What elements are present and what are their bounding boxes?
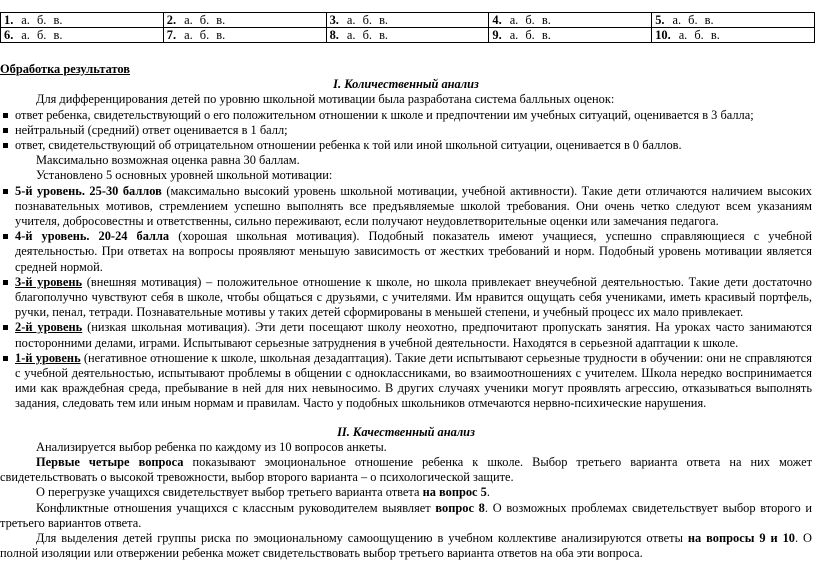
answer-cell: 6. а. б. в. — [1, 28, 164, 43]
list-item: ответ ребенка, свидетельствующий о его положительном отношении к школе и предпочтении им учебных ситуаций, оценивается в 3 балла; — [0, 108, 812, 123]
list-item — [0, 320, 812, 350]
level-description: (внешняя мотивация) – положительное отношение к школе, но школа привлекает внеучебной деятельностью. Такие дети достаточно благополучно чувствуют себя в школе, чтобы общаться с друзьями, с учителями. Им нравится ощущать себя учениками, иметь красивый портфель, ручки, пенал, тетради. Познавательные мотивы у таких детей сформированы в меньшей степени, и учебный процесс их мало привлекает. — [15, 274, 812, 320]
answer-cell: 10. а. б. в. — [652, 28, 815, 43]
answer-cell: 4. а. б. в. — [489, 13, 652, 28]
scoring-list — [0, 108, 812, 154]
table-row — [1, 13, 815, 28]
level-description: (хорошая школьная мотивация). Подобный показатель имеют учащиеся, успешно справляющиеся с учебной деятельностью. При ответах на вопросы проявляют меньшую зависимость от жестких требований и норм. Подобный уровень мотивации является средней нормой. — [15, 229, 812, 274]
level-description: (негативное отношение к школе, школьная дезадаптация). Такие дети испытывают серьезные трудности в обучении: они не справляются с учебной деятельностью, испытывают проблемы в общении с одноклассниками, во взаимоотношениях с учителем. Школа нередко воспринимается ими как враждебная среда, пребывание в ней для них невыносимо. В других случаях ученики могут проявлять агрессию, отказываться выполнять задания, следовать тем или иным нормам и правилам. Часто у подобных школьников отмечаются нервно-психические нарушения. — [15, 350, 812, 411]
level-title: 3-й уровень — [15, 274, 83, 289]
answer-cell: 7. а. б. в. — [163, 28, 326, 43]
level-title: 5-й уровень. 25-30 баллов — [15, 183, 162, 198]
list-item: ответ, свидетельствующий об отрицательном отношении ребенка к той или иной школьной ситуации, оценивается в 0 баллов. — [0, 138, 812, 153]
answer-cell: 5. а. б. в. — [652, 13, 815, 28]
scoring-intro: Для дифференцирования детей по уровню школьной мотивации была разработана система балльных оценок: — [36, 92, 615, 107]
answer-table — [0, 12, 815, 43]
list-item — [0, 275, 812, 321]
section-title-qualitative: II. Качественный анализ — [337, 424, 475, 439]
list-item — [0, 351, 812, 412]
table-row — [1, 28, 815, 43]
answer-cell: 9. а. б. в. — [489, 28, 652, 43]
question-5-paragraph: О перегрузке учащихся свидетельствует выбор третьего варианта ответа на вопрос 5. — [36, 485, 490, 500]
level-title: 2-й уровень — [15, 320, 83, 335]
document-body — [0, 62, 812, 562]
first-questions-paragraph: Первые четыре вопроса показывают эмоциональное отношение ребенка к школе. Выбор третьего варианта ответа на них может свидетельствовать о высокой тревожности, выбор второго варианта – о психологической защите. — [0, 455, 812, 485]
answer-cell: 3. а. б. в. — [326, 13, 489, 28]
answer-cell: 8. а. б. в. — [326, 28, 489, 43]
section-title-quantitative: I. Количественный анализ — [333, 77, 479, 92]
questions-9-10-paragraph: Для выделения детей группы риска по эмоциональному самоощущению в учебном коллективе анализируются ответы на вопросы 9 и 10. О полной изоляции или отвержении ребенка может свидетельствовать выбор третьего варианта ответов на оба эти вопроса. — [0, 531, 812, 561]
levels-list — [0, 184, 812, 412]
list-item: нейтральный (средний) ответ оценивается в 1 балл; — [0, 123, 812, 138]
list-item — [0, 184, 812, 230]
level-description: (максимально высокий уровень школьной мотивации, учебной активности). Такие дети отличаются наличием высоких познавательных мотивов, стремлением успешно выполнять все предъявляемые школой требования. Они очень четко следуют всем указаниям учителя, добросовестны и ответственны, сильно переживают, если получают неудовлетворительные оценки или замечания педагога. — [15, 183, 812, 229]
level-title: 1-й уровень — [15, 350, 81, 365]
level-title: 4-й уровень. 20-24 балла — [15, 229, 170, 244]
question-8-paragraph: Конфликтные отношения учащихся с классным руководителем выявляет вопрос 8. О возможных проблемах свидетельствует выбор второго и третьего вариантов ответа. — [0, 500, 813, 530]
questions-intro: Анализируется выбор ребенка по каждому из 10 вопросов анкеты. — [36, 439, 387, 454]
answer-cell: 2. а. б. в. — [163, 13, 326, 28]
max-score-text: Максимально возможная оценка равна 30 баллам. — [36, 153, 300, 168]
level-description: (низкая школьная мотивация). Эти дети посещают школу неохотно, предпочитают пропускать занятия. На уроках часто занимаются посторонними делами, играми. Испытывают серьезные затруднения в учебной деятельности. Находятся в серьезной адаптации к школе. — [15, 320, 812, 350]
answer-cell: 1. а. б. в. — [1, 13, 164, 28]
levels-intro: Установлено 5 основных уровней школьной мотивации: — [36, 168, 333, 183]
list-item — [0, 229, 812, 275]
results-heading: Обработка результатов — [0, 62, 130, 76]
spacer — [0, 412, 812, 425]
